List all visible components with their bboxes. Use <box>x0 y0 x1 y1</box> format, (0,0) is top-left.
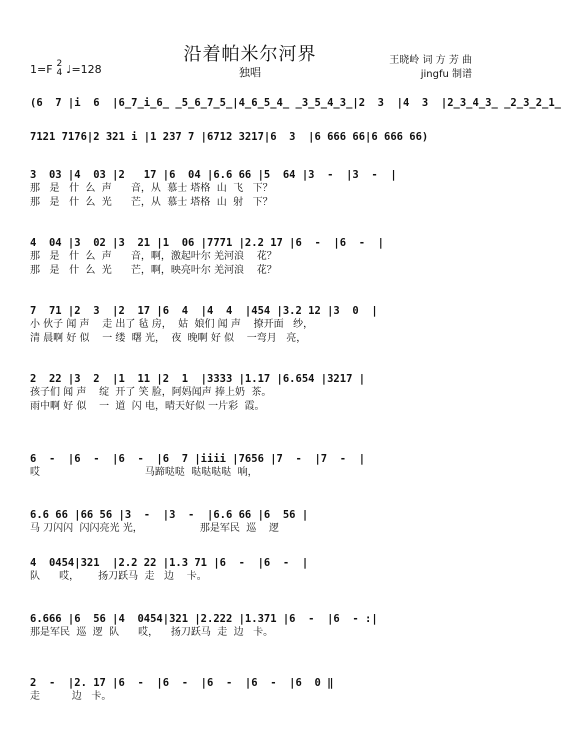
time-bottom: 4 <box>56 68 63 78</box>
score-system <box>30 304 475 346</box>
lyric-line: 马 刀闪闪 闪闪亮光 光， 那是军民 巡 逻 <box>30 523 280 534</box>
tempo-mark: ♩=128 <box>66 62 102 76</box>
notation-line: 3 03 |4 03 |2 17 |6 04 |6.6 66 |5 64 |3 - |3 - | <box>30 169 397 181</box>
notation-line: 4 0454|321 |2.2 22 |1.3 71 |6 - |6 - | <box>30 557 309 569</box>
notation-line: 4 04 |3 02 |3 21 |1 06 |7771 |2.2 17 |6 - |6 - | <box>30 237 385 249</box>
lyric-line: 那是军民 巡 逻 队 哎， 扬刀跃马 走 边 卡。 <box>30 627 274 638</box>
lyric-line: 雨中啊 好 似 一 道 闪 电，晴天好似 一片彩 霞。 <box>30 401 265 412</box>
notation-line: 2 - |2. 17 |6 - |6 - |6 - |6 - |6 0 ‖ <box>30 677 334 689</box>
score-system <box>30 168 475 210</box>
notation-line: 6.666 |6 56 |4 0454|321 |2.222 |1.371 |6 - |6 - :| <box>30 613 378 625</box>
score-system <box>30 452 475 480</box>
notation-line: 7 71 |2 3 |2 17 |6 4 |4 4 |454 |3.2 12 |3 0 | <box>30 305 378 317</box>
lyric-line: 那 是 什 么 光 芒，啊，映亮叶尔 羌河浪 花？ <box>30 265 277 276</box>
score-system <box>30 96 561 110</box>
transcriber-credit: jingfu 制谱 <box>420 69 472 80</box>
notation-line: 2 22 |3 2 |1 11 |2 1 |3333 |1.17 |6.654 |3217 | <box>30 373 366 385</box>
lyric-line: 小 伙子 闻 声 走 出了 毡 房， 姑 娘们 闻 声 撩开面 纱， <box>30 319 314 330</box>
performance-type: 独唱 <box>239 66 261 79</box>
time-signature <box>57 60 63 78</box>
lyric-line: 队 哎， 扬刀跃马 走 边 卡。 <box>30 571 207 582</box>
lyric-line: 那 是 什 么 声 音，从 慕士 塔格 山 飞 下？ <box>30 183 273 194</box>
lyric-line: 那 是 什 么 光 芒，从 慕士 塔格 山 射 下？ <box>30 197 273 208</box>
lyric-line: 清 晨啊 好 似 一 缕 曙 光， 夜 晚啊 好 似 一弯月 亮， <box>30 333 307 344</box>
key-signature <box>30 60 102 78</box>
credits <box>389 54 472 82</box>
notation-line: 7121 7176|2 321 i |1 237 7 |6712 3217|6 3 |6 666 66|6 666 66) <box>30 131 429 143</box>
lyric-line: 那 是 什 么 声 音，啊，激起叶尔 羌河浪 花？ <box>30 251 277 262</box>
score-system <box>30 556 475 584</box>
key-label: 1=F <box>30 62 53 76</box>
lyric-line: 孩子们 闻 声 绽 开了 笑 脸，阿妈闻声 捧上奶 茶。 <box>30 387 272 398</box>
score-system <box>30 130 475 144</box>
lyric-line: 哎 马蹄哒哒 哒哒哒哒 响， <box>30 467 258 478</box>
score-system <box>30 612 475 640</box>
score-system <box>30 676 475 704</box>
score-system <box>30 508 475 536</box>
score-system <box>30 236 475 278</box>
song-title: 沿着帕米尔河界 <box>183 44 317 65</box>
score-system <box>30 372 475 414</box>
composer-credit: 王晓岭 词 方 芳 曲 <box>389 55 472 66</box>
notation-line: (6 7 |i 6 |6̲7̲i̲6̲ ̲5̲6̲7̲5̲|4̲6̲5̲4̲ ̲3̲5̲4̲3̲|2 3 |4 3 |2̲3̲4̲3̲ ̲2̲3̲2̲1̲ <box>30 97 561 109</box>
notation-line: 6 - |6 - |6 - |6 7 |iiii |7656 |7 - |7 - | <box>30 453 366 465</box>
lyric-line: 走 边 卡。 <box>30 691 112 702</box>
time-top: 2 <box>56 59 63 69</box>
notation-line: 6.6 66 |66 56 |3 - |3 - |6.6 66 |6 56 | <box>30 509 309 521</box>
